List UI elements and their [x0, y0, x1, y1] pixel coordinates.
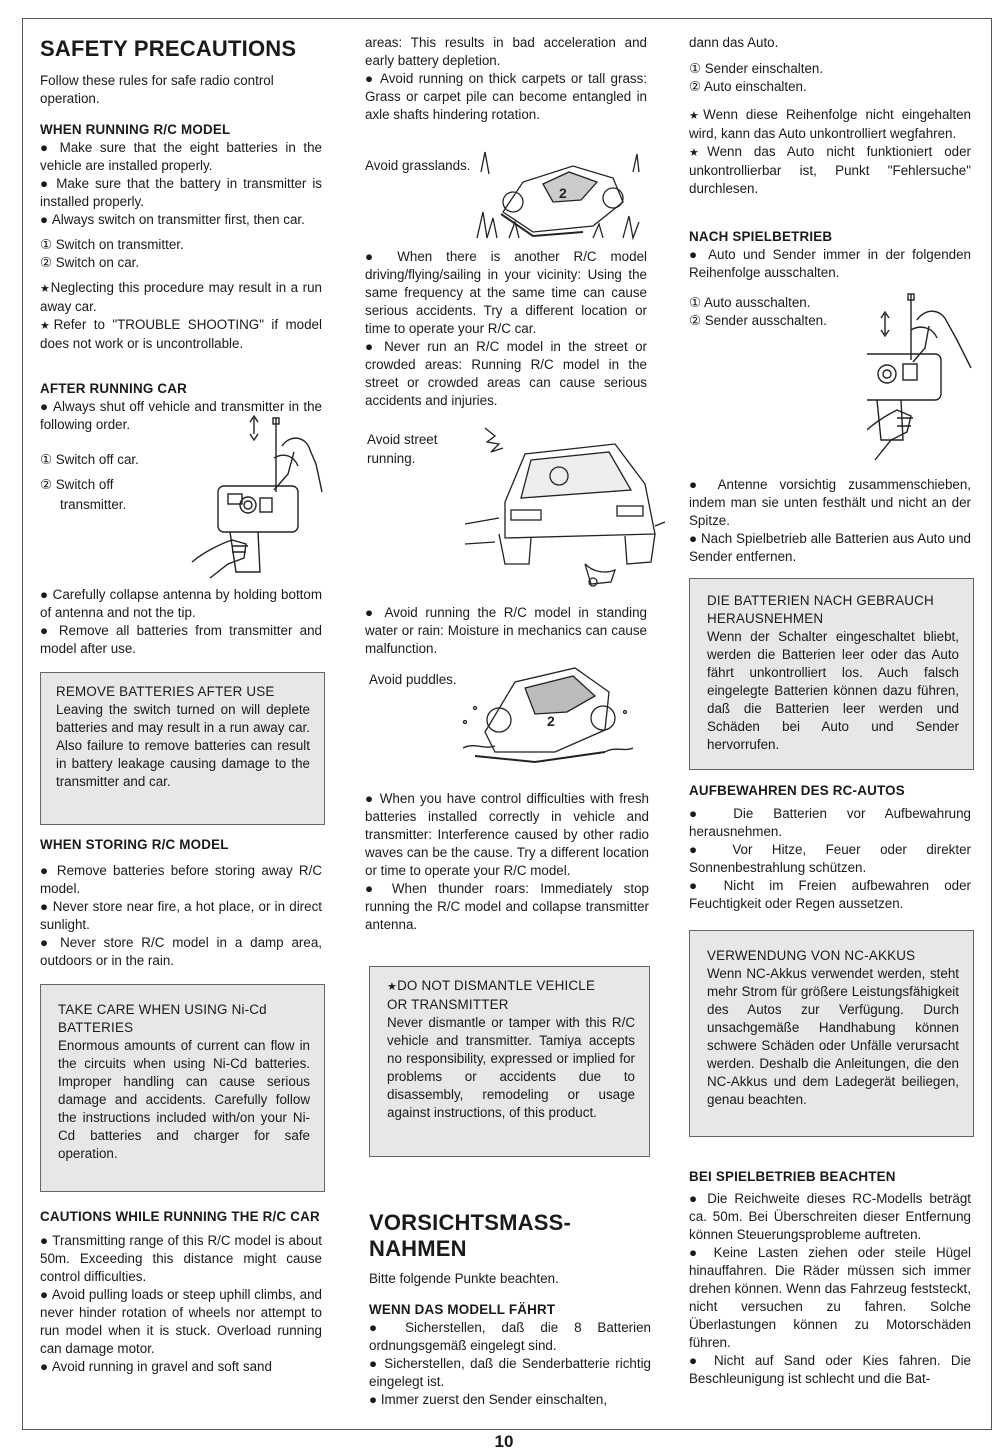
continued-text: dann das Auto. — [689, 35, 779, 50]
section-wenn-modell-faehrt — [369, 1301, 651, 1409]
title-vorsichtsmassnahmen-2: NAHMEN — [369, 1236, 467, 1261]
car-in-puddle-illustration — [455, 652, 635, 772]
note-item: ★ Wenn das Auto nicht funktioniert oder unkontrollierbar ist, Punkt "Fehlersuche" durchlesen. — [689, 143, 971, 198]
box-heading: BATTERIES — [58, 1020, 134, 1035]
bullet-item: ● Never store near fire, a hot place, or in direct sunlight. — [40, 898, 322, 934]
bullet-item: ● Auto und Sender immer in der folgenden Reihenfolge ausschalten. — [689, 246, 971, 282]
step-item: ① Switch on transmitter. — [40, 237, 184, 252]
box-heading: DIE BATTERIEN NACH GEBRAUCH — [707, 593, 934, 608]
section-nach-bullets — [689, 476, 971, 566]
section-when-running — [40, 121, 322, 353]
bullet-item: ● Die Batterien vor Aufbewahrung herausnehmen. — [689, 805, 971, 841]
car-in-grass-illustration — [473, 142, 643, 242]
box-nicd-batteries — [40, 984, 325, 1192]
heading-after-running: AFTER RUNNING CAR — [40, 381, 187, 396]
box-text: Leaving the switch turned on will deplete batteries and may result in a run away car. Also failure to remove batteries can result in battery leakage causing damage to the transmitter and car. — [56, 702, 310, 789]
section-continued — [365, 34, 647, 124]
box-text: Enormous amounts of current can flow in the circuits when using Ni-Cd batteries. Improper handling can cause serious damage and accidents. Carefully follow the instructions included with/on your Ni-Cd batteries and charger for safe operation. — [58, 1038, 310, 1161]
bullet-item: ● Avoid running in gravel and soft sand — [40, 1358, 322, 1376]
street-car-illustration — [465, 414, 665, 589]
bullet-item: ● Transmitting range of this R/C model is about 50m. Exceeding this distance might cause control difficulties. — [40, 1232, 322, 1286]
box-heading: VERWENDUNG VON NC-AKKUS — [707, 948, 916, 963]
heading-cautions: CAUTIONS WHILE RUNNING THE R/C CAR — [40, 1209, 320, 1224]
section-after-running-bullets — [40, 586, 322, 658]
bullet-item: ● Sicherstellen, daß die 8 Batterien ordnungsgemäß eingelegt sind. — [369, 1319, 651, 1355]
bullet-item: ● Carefully collapse antenna by holding bottom of antenna and not the tip. — [40, 586, 322, 622]
bullet-item: ● Make sure that the battery in transmitter is installed properly. — [40, 175, 322, 211]
svg-text:2: 2 — [547, 713, 555, 729]
section-cautions — [40, 1208, 322, 1376]
note-item: ★ Neglecting this procedure may result in a run away car. — [40, 279, 322, 316]
box-do-not-dismantle — [369, 966, 650, 1157]
bullet-item: ● Never run an R/C model in the street or crowded areas: Running R/C model in the street or crowded areas can cause serious accidents and injuries. — [365, 338, 647, 410]
box-nc-akkus — [689, 930, 974, 1137]
title-safety-precautions: SAFETY PRECAUTIONS — [40, 36, 297, 61]
caption-street: Avoid street — [367, 432, 438, 447]
box-heading: HERAUSNEHMEN — [707, 611, 824, 626]
box-batterien-herausnehmen — [689, 578, 974, 770]
heading-aufbewahren: AUFBEWAHREN DES RC-AUTOS — [689, 783, 905, 798]
bullet-item: ● Nicht im Freien aufbewahren oder Feuchtigkeit oder Regen aussetzen. — [689, 877, 971, 913]
bullet-item: ● Nicht auf Sand oder Kies fahren. Die Beschleunigung ist schlecht und die Bat- — [689, 1352, 971, 1388]
bullet-item: ● When thunder roars: Immediately stop running the R/C model and collapse transmitter antenna. — [365, 880, 649, 934]
box-text: Wenn NC-Akkus verwendet werden, steht mehr Strom für größere Leistungsfähigkeit des Autos zur Verfügung. Durch unsachgemäße Handhabung können schwere Schäden oder Unfälle verursacht werden. Deshalb die Anleitungen, die den NC-Akkus und dem Ladegerät beiliegen, genau beachten. — [707, 966, 959, 1107]
notes-german — [689, 106, 971, 198]
caption-street-2: running. — [367, 451, 416, 466]
note-item: ★ Wenn diese Reihenfolge nicht eingehalten wird, kann das Auto unkontrolliert wegfahren. — [689, 106, 971, 143]
bullet-item: ● Immer zuerst den Sender einschalten, — [369, 1391, 651, 1409]
step-item: ② Auto einschalten. — [689, 79, 807, 94]
heading-wenn-modell-faehrt: WENN DAS MODELL FÄHRT — [369, 1302, 556, 1317]
heading-bei-spielbetrieb: BEI SPIELBETRIEB BEACHTEN — [689, 1169, 896, 1184]
bullet-item: ● When you have control difficulties with fresh batteries installed correctly in vehicle and transmitter: Interference caused by other radio waves can be the cause. Try a different location or time to operate your R/C model. — [365, 790, 649, 880]
svg-text:2: 2 — [559, 185, 567, 201]
box-heading: ★ DO NOT DISMANTLE VEHICLE — [387, 977, 635, 996]
bullet-item: ● Die Reichweite dieses RC-Modells beträgt ca. 50m. Bei Überschreiten dieser Entfernung können Steuerungsprobleme auftreten. — [689, 1190, 971, 1244]
section-when-storing — [40, 836, 322, 970]
section-aufbewahren — [689, 782, 971, 913]
box-heading: REMOVE BATTERIES AFTER USE — [56, 684, 275, 699]
section-other-models — [365, 248, 647, 410]
page-number: 10 — [494, 1432, 514, 1451]
bullet-item: ● Avoid running on thick carpets or tall grass: Grass or carpet pile can become entangled in axle shafts hindering rotation. — [365, 70, 647, 124]
bullet-item: ● Nach Spielbetrieb alle Batterien aus Auto und Sender entfernen. — [689, 530, 971, 566]
bullet-item: ● Remove batteries before storing away R/C model. — [40, 862, 322, 898]
box-text: Wenn der Schalter eingeschaltet bliebt, werden die Batterien leer oder das Auto fährt unkontrolliert los. Auch falsch eingelegte Batterien können dazu führen, daß die Batterien leer werden und Schäden bei Auto und Sender hervorrufen. — [707, 629, 959, 752]
continued-text: areas: This results in bad acceleration and early battery depletion. — [365, 35, 647, 68]
bullet-item: ● Sicherstellen, daß die Senderbatterie richtig eingelegt ist. — [369, 1355, 651, 1391]
bullet-item: ● Always switch on transmitter first, then car. — [40, 211, 322, 229]
section-control-difficulties — [365, 790, 649, 934]
bullet-item: ● Make sure that the eight batteries in the vehicle are installed properly. — [40, 139, 322, 175]
intro-text: Follow these rules for safe radio control operation. — [40, 73, 274, 106]
bullet-item: ● Keine Lasten ziehen oder steile Hügel hinauffahren. Die Räder müssen sich immer drehen können. Wenn das Fahrzeug feststeckt, nicht versuchen zu fahren. Solche Überlastungen können zu Motorschäden führen. — [689, 1244, 971, 1352]
note-item: ★ Refer to "TROUBLE SHOOTING" if model does not work or is uncontrollable. — [40, 316, 322, 353]
bullet-item: ● Always shut off vehicle and transmitter in the following order. — [40, 398, 322, 434]
box-remove-batteries — [40, 672, 325, 825]
bullet-item: ● Never store R/C model in a damp area, outdoors or in the rain. — [40, 934, 322, 970]
title-vorsichtsmassnahmen-1: VORSICHTSMASS- — [369, 1210, 572, 1235]
box-heading: TAKE CARE WHEN USING Ni-Cd — [58, 1002, 267, 1017]
step-item: ② Sender ausschalten. — [689, 313, 827, 328]
heading-when-storing: WHEN STORING R/C MODEL — [40, 837, 229, 852]
box-text: Never dismantle or tamper with this R/C vehicle and transmitter. Tamiya accepts no responsibility, expressed or implied for problems or accidents due to disassembly, remodeling or usage against instructions, of this product. — [387, 1015, 635, 1120]
bullet-item: ● Remove all batteries from transmitter and model after use. — [40, 622, 322, 658]
step-item-continued: transmitter. — [60, 497, 127, 512]
section-water — [365, 604, 647, 658]
transmitter-switch-off-illustration — [190, 412, 325, 582]
step-item: ② Switch on car. — [40, 255, 140, 270]
step-item: ① Auto ausschalten. — [689, 295, 811, 310]
section-nach-spielbetrieb — [689, 228, 971, 282]
bullet-item: ● Avoid pulling loads or steep uphill climbs, and never hinder rotation of wheels nor attempt to run model when it is stuck. Overload running can damage motor. — [40, 1286, 322, 1358]
heading-when-running: WHEN RUNNING R/C MODEL — [40, 122, 231, 137]
heading-nach-spielbetrieb: NACH SPIELBETRIEB — [689, 229, 833, 244]
caption-grasslands: Avoid grasslands. — [365, 158, 471, 173]
transmitter-antenna-illustration — [867, 290, 973, 470]
step-item: ① Sender einschalten. — [689, 61, 824, 76]
bullet-item: ● When there is another R/C model driving/flying/sailing in your vicinity: Using the same frequency at the same time can cause serious accidents. Try a different location or time to operate your R/C car. — [365, 248, 647, 338]
bullet-item: ● Avoid running the R/C model in standing water or rain: Moisture in mechanics can cause malfunction. — [365, 604, 647, 658]
step-item: ① Switch off car. — [40, 452, 139, 467]
box-heading: OR TRANSMITTER — [387, 997, 509, 1012]
section-bei-spielbetrieb — [689, 1168, 971, 1388]
step-item: ② Switch off — [40, 477, 114, 492]
bullet-item: ● Antenne vorsichtig zusammenschieben, indem man sie unten festhält und nicht an der Spitze. — [689, 476, 971, 530]
caption-puddles: Avoid puddles. — [369, 672, 457, 687]
de-intro-text: Bitte folgende Punkte beachten. — [369, 1271, 559, 1286]
bullet-item: ● Vor Hitze, Feuer oder direkter Sonnenbestrahlung schützen. — [689, 841, 971, 877]
